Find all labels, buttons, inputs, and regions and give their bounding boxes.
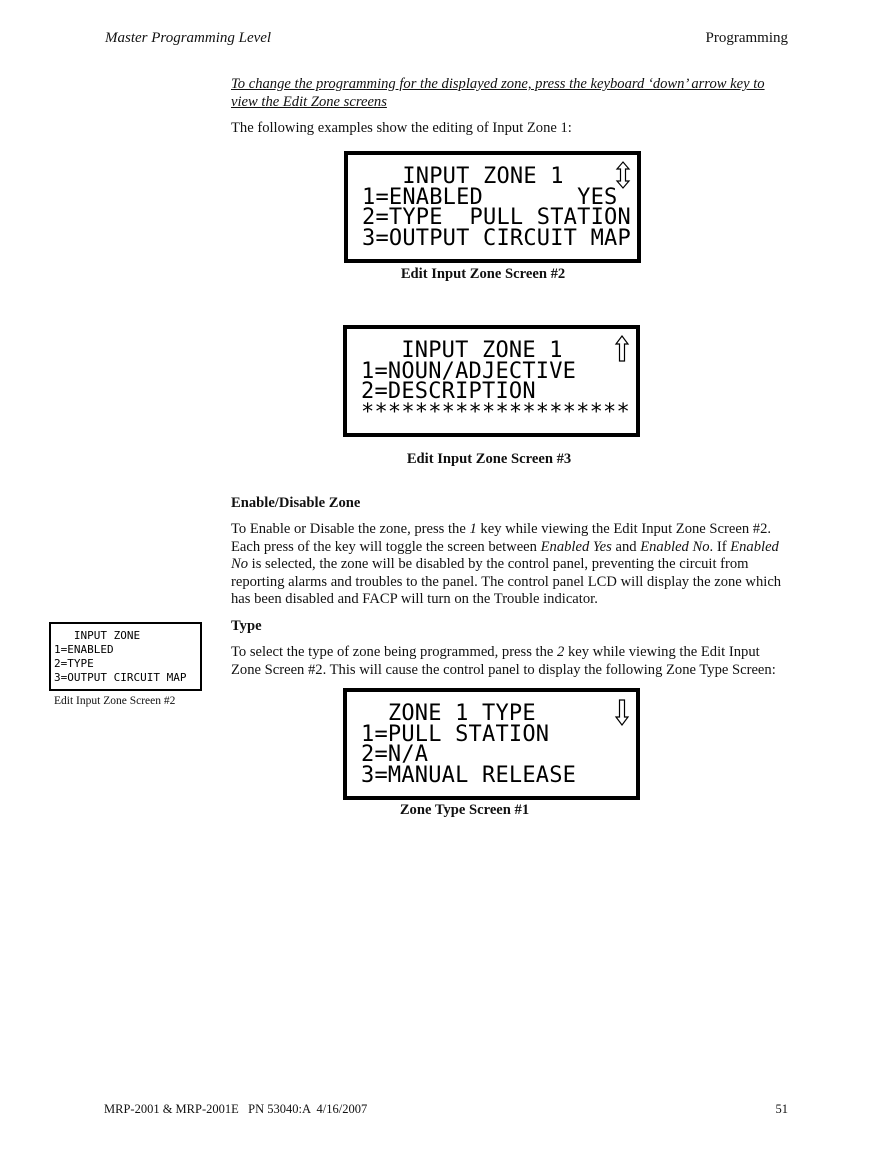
lcd-line-4: ******************** — [361, 400, 630, 425]
margin-lcd-line-1: INPUT ZONE — [54, 629, 141, 642]
margin-lcd-line-2: 1=ENABLED — [54, 643, 114, 656]
lcd-line-1: ZONE 1 TYPE — [361, 701, 536, 726]
down-arrow-icon — [614, 698, 630, 726]
lcd-line-3: 2=N/A — [361, 742, 429, 767]
margin-lcd-line-3: 2=TYPE — [54, 657, 94, 670]
lcd-zone-type-screen-1 — [343, 688, 640, 800]
caption-edit-zone-screen-2: Edit Input Zone Screen #2 — [400, 266, 566, 282]
margin-lcd-edit-zone-screen-2 — [49, 622, 202, 691]
lcd-line-4: 3=MANUAL RELEASE — [361, 763, 577, 788]
lcd-line-1: INPUT ZONE 1 — [361, 338, 563, 363]
margin-lcd-line-4: 3=OUTPUT CIRCUIT MAP — [54, 671, 187, 684]
footer-page-number: 51 — [775, 1102, 788, 1116]
up-arrow-icon — [614, 335, 630, 363]
header-chapter-title: Programming — [705, 30, 788, 46]
type-heading: Type — [231, 618, 262, 634]
lcd-edit-zone-screen-3 — [343, 325, 640, 437]
header-section-title: Master Programming Level — [105, 30, 272, 46]
caption-zone-type-screen-1: Zone Type Screen #1 — [399, 802, 530, 818]
lcd-line-3: 2=DESCRIPTION — [361, 379, 536, 404]
lcd-edit-zone-screen-2 — [344, 151, 641, 263]
margin-lcd-caption: Edit Input Zone Screen #2 — [54, 695, 176, 707]
enable-disable-heading: Enable/Disable Zone — [231, 495, 361, 511]
lcd-line-1: INPUT ZONE 1 — [362, 164, 564, 189]
enable-disable-paragraph: To Enable or Disable the zone, press the 1 key while viewing the Edit Input Zone Screen #2. Each press of the key will toggle the screen between Enabled Yes and Enabled No. If Enabled No is selected, the zone will be disabled by the control panel, preventing the circuit from reporting alarms and troubles to the panel. The control panel LCD will display the zone which has been disabled and FACP will turn on the Trouble indicator. — [231, 521, 782, 608]
intro-examples: The following examples show the editing of Input Zone 1: — [231, 120, 572, 136]
lcd-line-3: 2=TYPE PULL STATION — [362, 205, 631, 230]
lcd-line-2: 1=NOUN/ADJECTIVE — [361, 359, 577, 384]
lcd-line-2: 1=PULL STATION — [361, 722, 550, 747]
up-down-arrow-icon — [615, 161, 631, 189]
footer-doc-id: MRP-2001 & MRP-2001E PN 53040:A 4/16/2007 — [104, 1102, 368, 1116]
intro-instruction: To change the programming for the displayed zone, press the keyboard ‘down’ arrow key to view the Edit Zone screens — [231, 76, 765, 110]
lcd-line-2: 1=ENABLED YES — [362, 185, 618, 210]
type-paragraph: To select the type of zone being programmed, press the 2 key while viewing the Edit Input Zone Screen #2. This will cause the control panel to display the following Zone Type Screen: — [231, 644, 776, 678]
lcd-line-4: 3=OUTPUT CIRCUIT MAP — [362, 226, 631, 251]
caption-edit-zone-screen-3: Edit Input Zone Screen #3 — [406, 451, 572, 467]
